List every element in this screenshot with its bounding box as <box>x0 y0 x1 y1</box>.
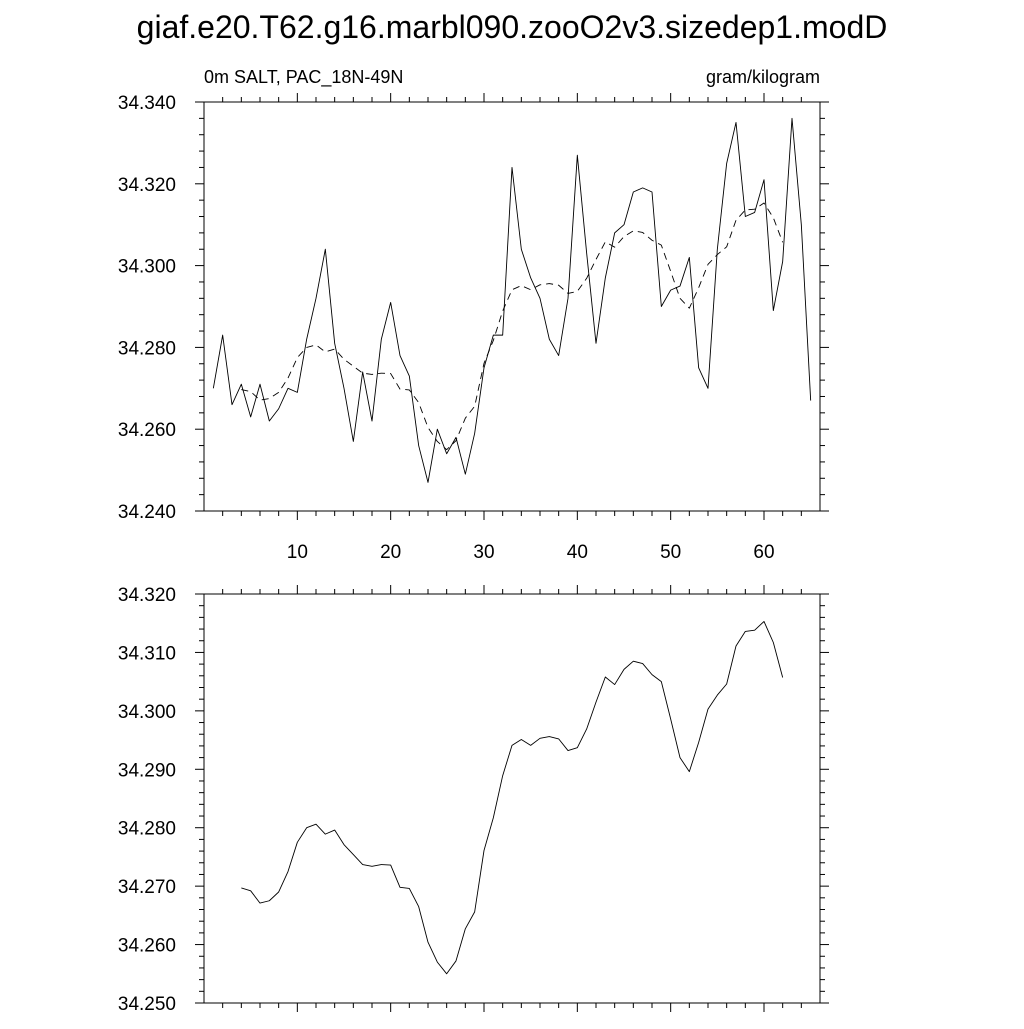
panel-2-y-tick-label: 34.300 <box>117 701 176 723</box>
panel-1-subtitle-left: 0m SALT, PAC_18N-49N <box>204 67 404 87</box>
panel-2-series-solid-line <box>241 621 782 973</box>
panel-1-x-tick-label: 60 <box>753 542 775 563</box>
chart-title: giaf.e20.T62.g16.marbl090.zooO2v3.sizedep1.modD <box>136 9 888 45</box>
panel-1-y-tick-label: 34.280 <box>117 338 176 360</box>
panel-2-frame <box>204 594 820 1003</box>
panel-1-x-tick-label: 20 <box>380 542 402 563</box>
panel-1-x-tick-label: 30 <box>473 542 495 563</box>
panel-2-y-tick-label: 34.320 <box>117 585 176 606</box>
panel-1-series-solid-line <box>213 118 810 482</box>
panel-1-y-tick-label: 34.240 <box>117 502 176 523</box>
panel-2-y-tick-label: 34.310 <box>117 643 176 665</box>
panel-1-y-tick-label: 34.320 <box>117 174 176 196</box>
panel-1-frame <box>204 102 820 511</box>
panel-1-subtitle-right: gram/kilogram <box>705 67 820 87</box>
panel-2-y-tick-label: 34.280 <box>117 818 176 840</box>
panel-1-x-tick-label: 50 <box>660 542 682 563</box>
panel-2-y-tick-label: 34.260 <box>117 935 176 957</box>
panel-1-series-dashed-line <box>241 203 782 450</box>
panel-2-y-tick-label: 34.250 <box>117 994 176 1015</box>
panel-1-y-tick-label: 34.300 <box>117 256 176 278</box>
panel-2-y-tick-label: 34.290 <box>117 760 176 782</box>
panel-1-y-tick-label: 34.260 <box>117 420 176 442</box>
panel-1-y-tick-label: 34.340 <box>117 93 176 114</box>
panel-2-y-tick-label: 34.270 <box>117 877 176 899</box>
panel-1-x-tick-label: 10 <box>286 542 308 563</box>
panel-1-x-tick-label: 40 <box>566 542 588 563</box>
